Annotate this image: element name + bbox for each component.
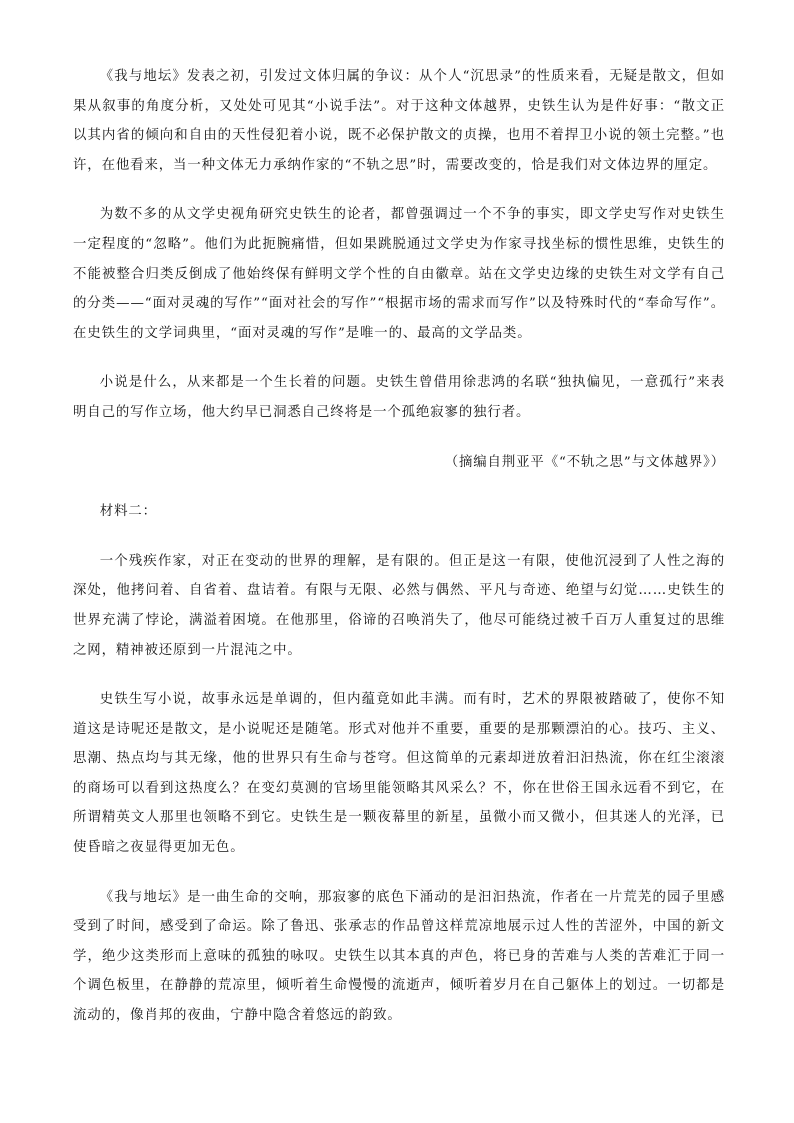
paragraph-3: 小说是什么，从来都是一个生长着的问题。史铁生曾借用徐悲鸿的名联“独执偏见，一意孤行”来表明自己的写作立场，他大约早已洞悉自己终将是一个孤绝寂寥的独行者。 xyxy=(73,375,725,420)
paragraph-6: 《我与地坛》是一曲生命的交响，那寂寥的底色下涌动的是汩汩热流，作者在一片荒芜的园子里感受到了时间，感受到了命运。除了鲁迅、张承志的作品曾这样荒凉地展示过人性的苦涩外，中国的新文学，绝少这类形而上意味的孤独的咏叹。史铁生以其本真的声色，将已身的苦难与人类的苦难汇于同一个调色板里，在静静的荒凉里，倾听着生命慢慢的流逝声，倾听着岁月在自己躯体上的划过。一切都是流动的，像肖邦的夜曲，宁静中隐含着悠远的韵致。 xyxy=(73,889,725,1024)
paragraph-5: 史铁生写小说，故事永远是单调的，但内蕴竟如此丰满。而有时，艺术的界限被踏破了，使你不知道这是诗呢还是散文，是小说呢还是随笔。形式对他并不重要，重要的是那颗漂泊的心。技巧、主义、思潮、热点均与其无缘，他的世界只有生命与苍穹。但这简单的元素却迸放着汩汩热流，你在红尘滚滚的商场可以看到这热度么？在变幻莫测的官场里能领略其风采么？不，你在世俗王国永远看不到它，在所谓精英文人那里也领略不到它。史铁生是一颗夜幕里的新星，虽微小而又微小，但其迷人的光泽，已使昏暗之夜显得更加无色。 xyxy=(73,692,725,856)
source-citation: （摘编自荆亚平《“不轨之思”与文体越界》） xyxy=(444,454,725,470)
paragraph-2: 为数不多的从文学史视角研究史铁生的论者，都曾强调过一个不争的事实，即文学史写作对史铁生一定程度的“忽略”。他们为此扼腕痛惜，但如果跳脱通过文学史为作家寻找坐标的惯性思维，史铁生的不能被整合归类反倒成了他始终保有鲜明文学个性的自由徽章。站在文学史边缘的史铁生对文学有自己的分类——“面对灵魂的写作”“面对社会的写作”“根据市场的需求而写作”以及特殊时代的“奉命写作”。在史铁生的文学词典里，“面对灵魂的写作”是唯一的、最高的文学品类。 xyxy=(73,207,725,341)
paragraph-4: 一个残疾作家，对正在变动的世界的理解，是有限的。但正是这一有限，使他沉浸到了人性之海的深处，他拷问着、自省着、盘诘着。有限与无限、必然与偶然、平凡与奇迹、绝望与幻觉……史铁生的世界充满了悖论，满溢着困境。在他那里，俗谛的召唤消失了，他尽可能绕过被千百万人重复过的思维之网，精神被还原到一片混沌之中。 xyxy=(73,553,725,658)
paragraph-1: 《我与地坛》发表之初，引发过文体归属的争议：从个人“沉思录”的性质来看，无疑是散文，但如果从叙事的角度分析，又处处可见其“小说手法”。对于这种文体越界，史铁生认为是件好事：“散文正以其内省的倾向和自由的天性侵犯着小说，既不必保护散文的贞操，也用不着捍卫小说的领土完整。”也许，在他看来，当一种文体无力承纳作家的“不轨之思”时，需要改变的，恰是我们对文体边界的厘定。 xyxy=(73,69,725,173)
document-body xyxy=(73,62,725,1051)
material-two-label: 材料二： xyxy=(99,504,157,520)
